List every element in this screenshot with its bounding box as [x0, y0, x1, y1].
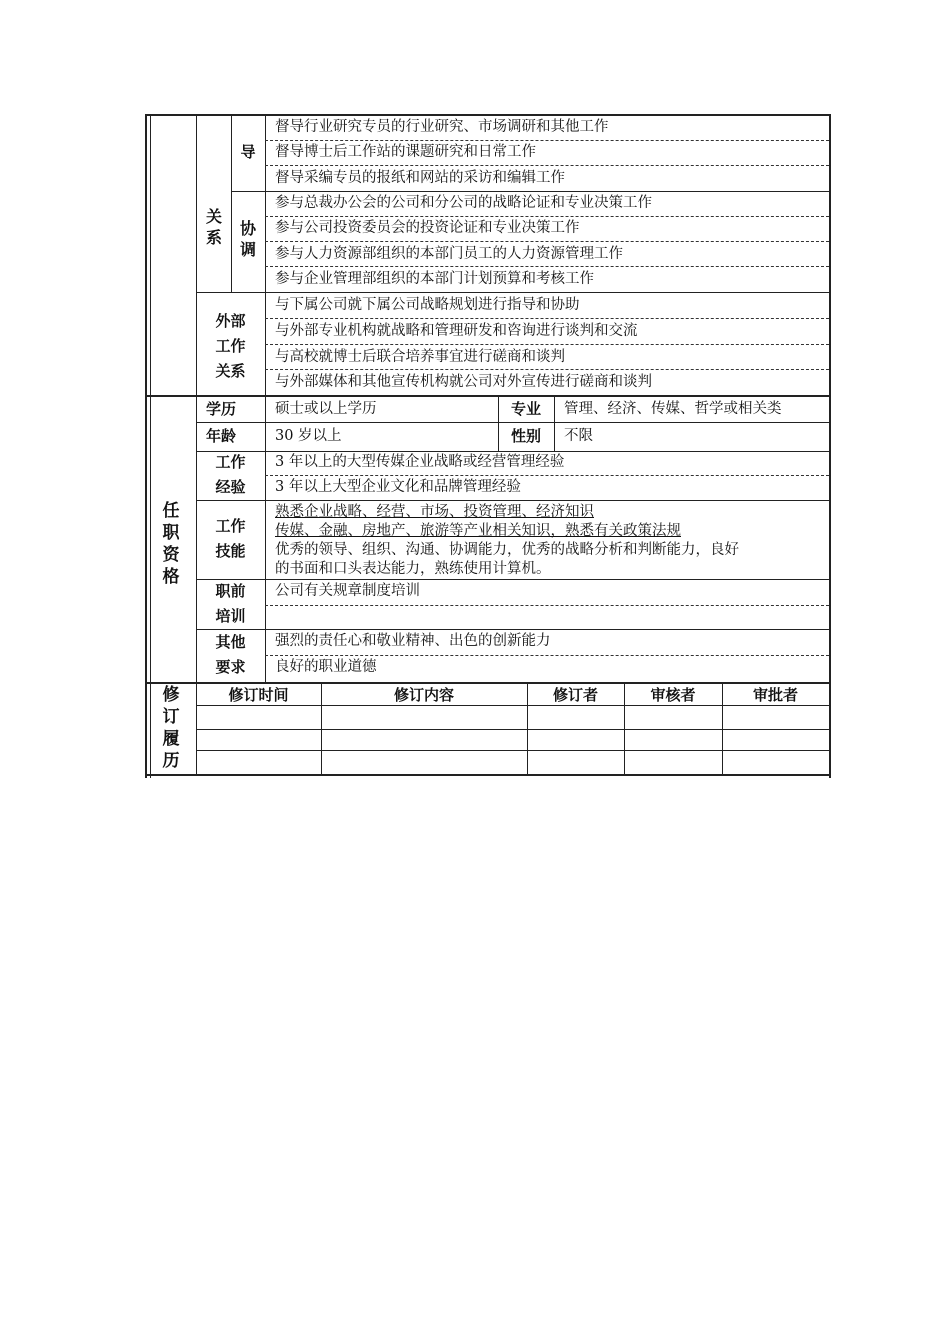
- guide-item: 督导采编专员的报纸和网站的采访和编辑工作: [275, 170, 565, 186]
- age-label: 年龄: [205, 427, 236, 445]
- frame-bottom: [145, 774, 831, 776]
- frame-top: [145, 114, 831, 116]
- guide-label: 导: [240, 143, 256, 161]
- internal-external-divider: [196, 292, 829, 293]
- revision-header-reviewer: 审核者: [650, 686, 696, 704]
- external-item: 与下属公司就下属公司战略规划进行指导和协助: [275, 297, 580, 313]
- other-item: 强烈的责任心和敬业精神、出色的创新能力: [275, 633, 551, 649]
- qual-col-e: [554, 395, 555, 451]
- skills-item: 传媒、金融、房地产、旅游等产业相关知识，熟悉有关政策法规: [275, 523, 681, 539]
- coord-item: 参与企业管理部组织的本部门计划预算和考核工作: [275, 271, 594, 287]
- revision-section-label: 修订履历: [162, 685, 180, 771]
- frame-right: [829, 114, 831, 778]
- other-item: 良好的职业道德: [275, 659, 377, 675]
- dash-line: [265, 266, 829, 267]
- external-item: 与外部专业机构就战略和管理研发和咨询进行谈判和交流: [275, 323, 638, 339]
- divider-relations-qualifications: [145, 395, 831, 397]
- experience-item: 3 年以上大型企业文化和品牌管理经验: [275, 479, 521, 495]
- divider-qualifications-revision: [145, 682, 831, 684]
- external-label-line: 关系: [215, 362, 246, 380]
- row-line: [196, 629, 829, 630]
- dash-line: [265, 318, 829, 319]
- revision-header-content: 修订内容: [393, 686, 454, 704]
- experience-label-line: 工作: [215, 453, 246, 471]
- relations-group-label: 关系: [205, 207, 222, 247]
- row-line: [196, 500, 829, 501]
- guide-coord-divider: [231, 191, 829, 192]
- frame-left: [145, 114, 147, 778]
- coord-item: 参与总裁办公会的公司和分公司的战略论证和专业决策工作: [275, 195, 652, 211]
- row-line: [196, 422, 829, 423]
- education-value: 硕士或以上学历: [275, 401, 377, 417]
- row-line: [196, 579, 829, 580]
- experience-item: 3 年以上的大型传媒企业战略或经营管理经验: [275, 454, 565, 470]
- dash-line: [265, 655, 829, 656]
- skills-label-line: 工作: [215, 517, 246, 535]
- guide-item: 督导行业研究专员的行业研究、市场调研和其他工作: [275, 119, 609, 135]
- row-line: [196, 451, 829, 452]
- training-item: 公司有关规章制度培训: [275, 583, 420, 599]
- gender-value: 不限: [564, 428, 593, 444]
- dash-line: [265, 475, 829, 476]
- dash-line: [265, 165, 829, 166]
- other-label-line: 其他: [215, 633, 246, 651]
- dash-line: [265, 216, 829, 217]
- education-label: 学历: [205, 400, 236, 418]
- dash-line: [265, 140, 829, 141]
- revision-header-approver: 审批者: [752, 686, 798, 704]
- qualifications-section-label: 任职资格: [162, 501, 180, 587]
- row-line: [196, 750, 829, 751]
- other-label-line: 要求: [215, 658, 246, 676]
- external-item: 与高校就博士后联合培养事宜进行磋商和谈判: [275, 349, 565, 365]
- revision-header-time: 修订时间: [228, 686, 289, 704]
- external-label-line: 外部: [215, 312, 246, 330]
- major-value: 管理、经济、传媒、哲学或相关类: [564, 401, 782, 417]
- job-description-sheet: [145, 114, 831, 778]
- skills-label-line: 技能: [215, 542, 246, 560]
- coord-item: 参与人力资源部组织的本部门员工的人力资源管理工作: [275, 246, 623, 262]
- age-value: 30 岁以上: [275, 428, 342, 444]
- revision-header-reviser: 修订者: [552, 686, 598, 704]
- row-line: [196, 705, 829, 706]
- major-label: 专业: [510, 400, 541, 418]
- skills-item: 的书面和口头表达能力，熟练使用计算机。: [275, 561, 551, 577]
- guide-item: 督导博士后工作站的课题研究和日常工作: [275, 144, 536, 160]
- dash-line: [265, 605, 829, 606]
- coord-item: 参与公司投资委员会的投资论证和专业决策工作: [275, 220, 580, 236]
- skills-item: 熟悉企业战略、经营、市场、投资管理、经济知识: [275, 504, 594, 520]
- dash-line: [265, 241, 829, 242]
- dash-line: [265, 369, 829, 370]
- skills-item: 优秀的领导、组织、沟通、协调能力，优秀的战略分析和判断能力，良好: [275, 542, 739, 558]
- experience-label-line: 经验: [215, 478, 246, 496]
- external-item: 与外部媒体和其他宣传机构就公司对外宣传进行磋商和谈判: [275, 374, 652, 390]
- external-label-line: 工作: [215, 337, 246, 355]
- qual-col-c: [265, 395, 266, 682]
- gender-label: 性别: [510, 427, 541, 445]
- row-line: [196, 729, 829, 730]
- coord-label: 协调: [239, 219, 256, 259]
- relations-col-c: [265, 114, 266, 395]
- training-label-line: 职前: [215, 582, 246, 600]
- frame-left-inner: [150, 114, 151, 778]
- dash-line: [265, 344, 829, 345]
- training-label-line: 培训: [215, 607, 246, 625]
